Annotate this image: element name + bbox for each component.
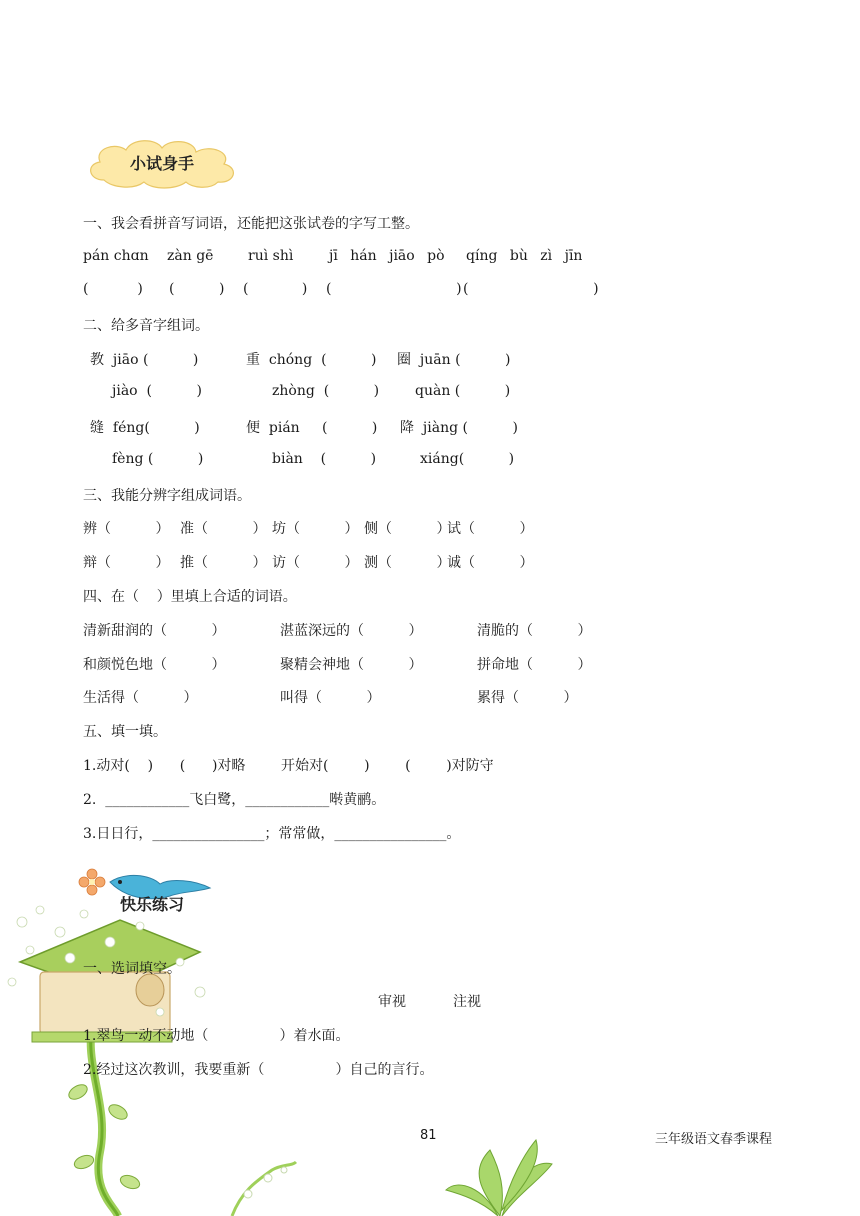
q1-pinyin-4: jī hán jiāo pò [329,248,445,264]
q5-line-1[interactable]: 1.动对( ) ( )对略 开始对( ) ( )对防守 [83,758,494,774]
q3-item[interactable]: 试（ ） [447,521,534,537]
p1-heading: 一、选词填空。 [83,961,181,977]
vine-decoration [228,1160,298,1216]
course-name: 三年级语文春季课程 [655,1132,773,1147]
q2-item[interactable]: quàn ( ) [415,383,511,399]
q1-pinyin-1: pán chɑn [83,248,149,264]
q4-item[interactable]: 拼命地（ ） [477,657,592,673]
q1-blank-4[interactable]: ( ) [326,281,462,297]
q3-item[interactable]: 辩（ ） [83,555,170,571]
q4-item[interactable]: 累得（ ） [477,690,578,706]
q3-item[interactable]: 测（ ） [364,555,451,571]
q4-item[interactable]: 聚精会神地（ ） [280,657,423,673]
q4-item[interactable]: 清脆的（ ） [477,623,592,639]
word-option: 注视 [453,994,481,1010]
q2-item[interactable]: 重 chóng ( ) [246,352,377,368]
q3-item[interactable]: 访（ ） [272,555,359,571]
q1-pinyin-5: qíng bù zì jīn [466,248,583,264]
section-title-kuaile: 快乐练习 [120,895,185,914]
q1-pinyin-2: zàn gē [167,248,214,264]
q2-item[interactable]: 圈 juān ( ) [397,352,511,368]
q2-item[interactable]: 便 pián ( ) [246,420,378,436]
q2-item[interactable]: 降 jiàng ( ) [400,420,518,436]
q4-item[interactable]: 和颜悦色地（ ） [83,657,226,673]
q1-blank-2[interactable]: ( ) [169,281,225,297]
q2-item[interactable]: biàn ( ) [272,451,377,467]
q2-heading: 二、给多音字组词。 [83,318,209,334]
p1-line-2[interactable]: 2.经过这次教训，我要重新（ ）自己的言行。 [83,1062,434,1078]
p1-line-1[interactable]: 1.翠鸟一动不动地（ ）着水面。 [83,1028,350,1044]
q2-item[interactable]: 教 jiāo ( ) [90,352,199,368]
q2-item[interactable]: jiào ( ) [112,383,202,399]
q3-item[interactable]: 坊（ ） [272,521,359,537]
q2-item[interactable]: zhòng ( ) [272,383,380,399]
word-option: 审视 [378,994,406,1010]
q4-item[interactable]: 叫得（ ） [280,690,381,706]
q4-heading: 四、在（ ）里填上合适的词语。 [83,589,297,605]
q4-item[interactable]: 生活得（ ） [83,690,198,706]
q1-blank-3[interactable]: ( ) [243,281,308,297]
q3-item[interactable]: 诚（ ） [447,555,534,571]
q2-item[interactable]: xiáng( ) [420,451,515,467]
leaf-decoration [440,1130,560,1216]
section-title-xiaoshi: 小试身手 [129,153,194,173]
q2-item[interactable]: fèng ( ) [112,451,204,467]
q2-item[interactable]: 缝 féng( ) [90,420,200,436]
q1-blank-1[interactable]: ( ) [83,281,143,297]
page-number: 81 [420,1128,437,1143]
q3-item[interactable]: 推（ ） [180,555,267,571]
q5-line-3[interactable]: 3.日日行，________________；常常做，________________。 [83,826,461,842]
q5-heading: 五、填一填。 [83,724,167,740]
q3-heading: 三、我能分辨字组成词语。 [83,488,251,504]
q3-item[interactable]: 准（ ） [180,521,267,537]
q3-item[interactable]: 侧（ ） [364,521,451,537]
q1-heading: 一、我会看拼音写词语，还能把这张试卷的字写工整。 [83,216,419,232]
q1-blank-5[interactable]: ( ) [463,281,599,297]
q4-item[interactable]: 清新甜润的（ ） [83,623,226,639]
q3-item[interactable]: 辨（ ） [83,521,170,537]
q4-item[interactable]: 湛蓝深远的（ ） [280,623,423,639]
q1-pinyin-3: ruì shì [248,248,294,264]
q5-line-2[interactable]: 2. ____________飞白鹭，____________啭黄鹂。 [83,792,386,808]
